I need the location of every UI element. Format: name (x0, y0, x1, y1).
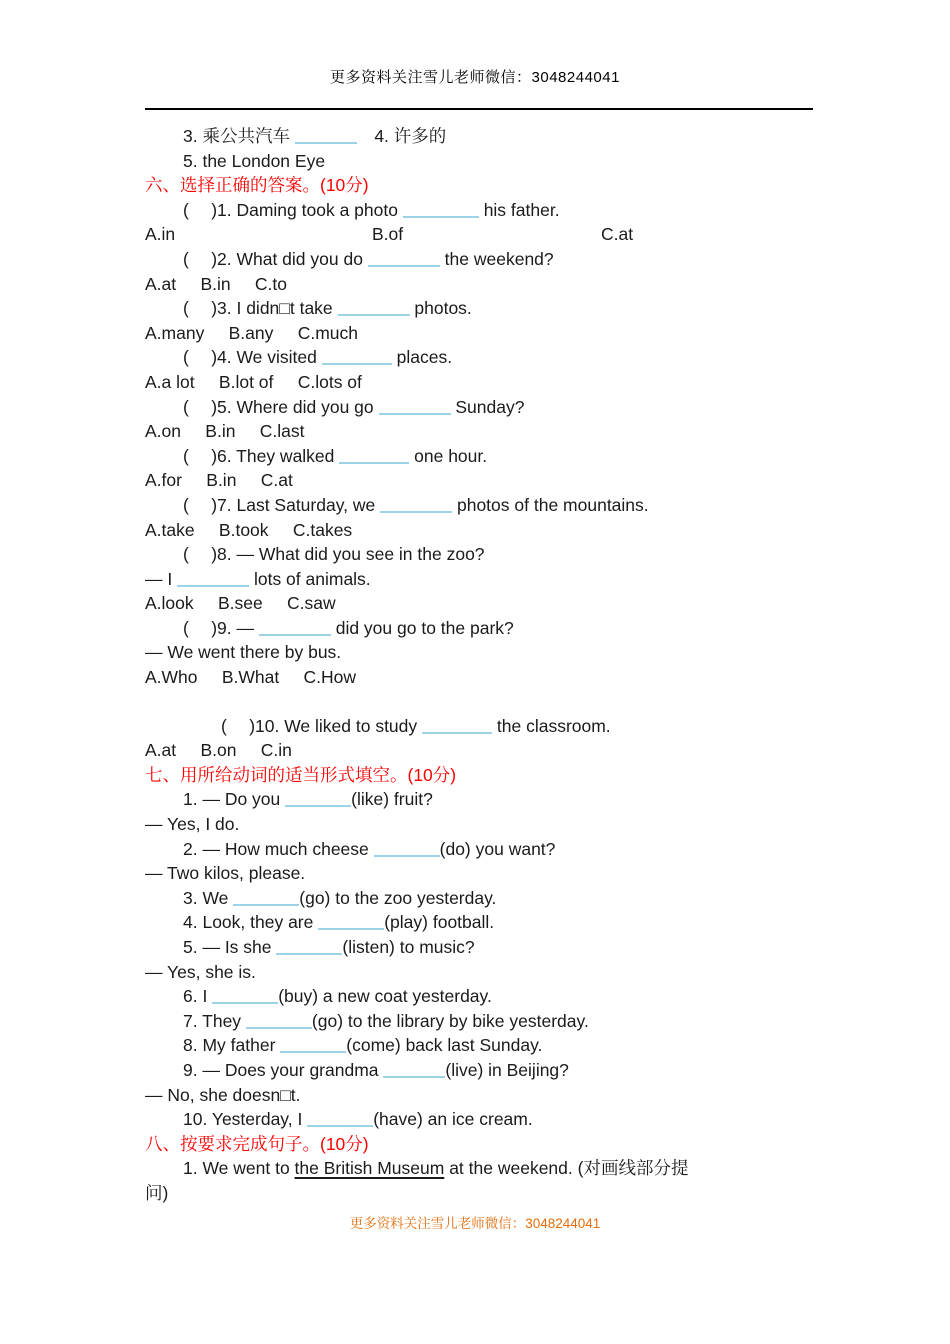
text-segment: ( )4. We visited (183, 347, 322, 368)
question-7 (145, 493, 835, 518)
blank-underline (246, 1014, 312, 1029)
fill-answer-1 (145, 812, 835, 837)
text-segment: (come) back last Sunday. (346, 1035, 543, 1056)
text-segment: the weekend? (439, 248, 554, 269)
text-segment: 10. Yesterday, I (183, 1109, 308, 1130)
blank-underline (383, 1063, 445, 1078)
text-segment: (buy) a new coat yesterday. (278, 986, 492, 1007)
question-1 (145, 198, 835, 223)
blank-underline (338, 301, 410, 316)
text-segment: 2. — How much cheese (183, 838, 374, 859)
text-segment: A.in (145, 224, 176, 245)
question-5 (145, 395, 835, 420)
text-segment: 1. We went to (183, 1158, 295, 1179)
options-1 (145, 222, 835, 247)
question-3 (145, 296, 835, 321)
fill-item-10 (145, 1107, 835, 1132)
blank-underline (212, 989, 278, 1004)
blank-underline (285, 793, 351, 808)
vocab-item-5 (145, 149, 835, 174)
text-segment: 问) (145, 1182, 169, 1203)
fill-item-8 (145, 1033, 835, 1058)
text-segment: — Two kilos, please. (145, 863, 306, 884)
section-heading-text: 六、选择正确的答案。(10分) (145, 175, 369, 196)
blank-underline (374, 842, 440, 857)
text-segment: A.at B.in C.to (145, 273, 287, 294)
options-8 (145, 591, 835, 616)
text-segment: ( )10. We liked to study (221, 715, 423, 736)
text-segment: A.a lot B.lot of C.lots of (145, 371, 362, 392)
text-segment: 7. They (183, 1010, 246, 1031)
options-3 (145, 321, 835, 346)
fill-answer-2 (145, 861, 835, 886)
text-segment: — We went there by bus. (145, 642, 342, 663)
blank-underline (380, 498, 452, 513)
question-6 (145, 444, 835, 469)
fill-item-6 (145, 984, 835, 1009)
text-segment: photos. (409, 298, 472, 319)
blank-underline (322, 350, 392, 365)
question-4 (145, 345, 835, 370)
text-segment: A.look B.see C.saw (145, 593, 336, 614)
text-segment: A.on B.in C.last (145, 421, 305, 442)
text-segment: A.at B.on C.in (145, 740, 292, 761)
text-segment: A.many B.any C.much (145, 322, 358, 343)
text-segment: 3. 乘公共汽车 (183, 126, 295, 146)
text-segment: his father. (478, 199, 560, 220)
blank-underline (379, 400, 451, 415)
text-segment: (do) you want? (439, 838, 556, 859)
text-segment: 5. — Is she (183, 937, 277, 957)
fill-item-9 (145, 1058, 835, 1083)
blank-underline (280, 1039, 346, 1054)
rewrite-item-1-wrap (145, 1181, 835, 1206)
options-5 (145, 419, 835, 444)
text-segment: 3. We (183, 887, 234, 908)
blank-underline (233, 891, 299, 906)
text-segment: photos of the mountains. (452, 494, 649, 515)
text-segment: — No, she doesn□t. (145, 1084, 301, 1105)
rewrite-item-1 (145, 1156, 835, 1181)
text-segment: (play) football. (384, 912, 495, 933)
options-7 (145, 518, 835, 543)
text-segment: ( )3. I didn□t take (183, 298, 338, 319)
blank-underline (177, 572, 249, 587)
text-segment: — Yes, she is. (145, 961, 256, 982)
text-segment: the classroom. (492, 715, 611, 736)
text-segment: 6. I (183, 986, 213, 1007)
text-segment: Sunday? (450, 396, 525, 417)
fill-item-5 (145, 935, 835, 960)
options-4 (145, 370, 835, 395)
question-8 (145, 542, 835, 567)
section-six-heading (145, 173, 835, 198)
text-segment: ( )5. Where did you go (183, 396, 379, 417)
question-10 (145, 714, 835, 739)
text-segment: A.Who B.What C.How (145, 667, 357, 688)
text-segment: ( )6. They walked (183, 445, 340, 466)
options-9 (145, 665, 835, 690)
text-segment: ( )8. — What did you see in the zoo? (183, 544, 485, 565)
text-segment: ( )7. Last Saturday, we (183, 494, 381, 515)
text-segment: — I (145, 568, 178, 589)
text-segment: — Yes, I do. (145, 814, 240, 835)
text-segment: one hour. (409, 445, 488, 466)
blank-underline (339, 449, 409, 464)
text-segment: 5. the London Eye (183, 150, 326, 171)
question-2 (145, 247, 835, 272)
fill-item-4 (145, 910, 835, 935)
text-segment: 4. Look, they are (183, 912, 319, 933)
fill-answer-9 (145, 1083, 835, 1108)
options-10 (145, 738, 835, 763)
blank-underline (422, 719, 492, 734)
fill-item-3 (145, 886, 835, 911)
fill-item-1 (145, 787, 835, 812)
text-segment: 8. My father (183, 1035, 281, 1056)
text-segment: lots of animals. (249, 568, 371, 589)
text-segment: A.for B.in C.at (145, 470, 293, 491)
options-2 (145, 272, 835, 297)
footer-note: 更多资料关注雪儿老师微信：3048244041 (349, 1216, 601, 1231)
text-segment: did you go to the park? (330, 617, 514, 638)
vocab-item-3-4 (145, 124, 835, 149)
blank-underline (259, 621, 331, 636)
text-segment: ( )1. Daming took a photo (183, 199, 403, 220)
text-segment: 4. 许多的 (356, 126, 447, 146)
text-segment: ( )9. — (183, 617, 259, 638)
section-seven-heading (145, 763, 835, 788)
text-segment: (like) fruit? (351, 789, 433, 810)
blank-underline (295, 129, 357, 144)
blank-underline (276, 940, 342, 955)
section-eight-heading (145, 1132, 835, 1157)
header-note: 更多资料关注雪儿老师微信：3048244041 (330, 69, 620, 86)
blank-underline (368, 252, 440, 267)
fill-item-7 (145, 1009, 835, 1034)
section-heading-text: 八、按要求完成句子。(10分) (145, 1133, 369, 1154)
header-divider-line (145, 108, 813, 110)
text-segment: (live) in Beijing? (445, 1059, 569, 1080)
text-segment: at the weekend. (对画线部分提 (444, 1158, 689, 1179)
text-segment: 9. — Does your grandma (183, 1059, 384, 1080)
text-segment: ( )2. What did you do (183, 248, 368, 269)
fill-answer-5 (145, 960, 835, 985)
text-segment: B.of (372, 224, 404, 245)
text-segment: (go) to the library by bike yesterday. (311, 1010, 589, 1031)
section-heading-text: 七、用所给动词的适当形式填空。(10分) (145, 764, 457, 785)
text-segment: 1. — Do you (183, 789, 286, 810)
answer-8 (145, 567, 835, 592)
blank-underline (307, 1112, 373, 1127)
text-segment: (have) an ice cream. (373, 1109, 533, 1130)
text-segment: (listen) to music? (342, 937, 475, 957)
text-segment: C.at (601, 224, 634, 245)
blank-underline (318, 916, 384, 931)
document-body (145, 124, 835, 1206)
underlined-text: the British Museum (294, 1158, 445, 1179)
blank-underline (403, 203, 479, 218)
text-segment: (go) to the zoo yesterday. (299, 887, 497, 908)
answer-9 (145, 640, 835, 665)
text-segment: A.take B.took C.takes (145, 519, 353, 540)
text-segment: places. (391, 347, 453, 368)
options-6 (145, 468, 835, 493)
question-9 (145, 616, 835, 641)
fill-item-2 (145, 837, 835, 862)
